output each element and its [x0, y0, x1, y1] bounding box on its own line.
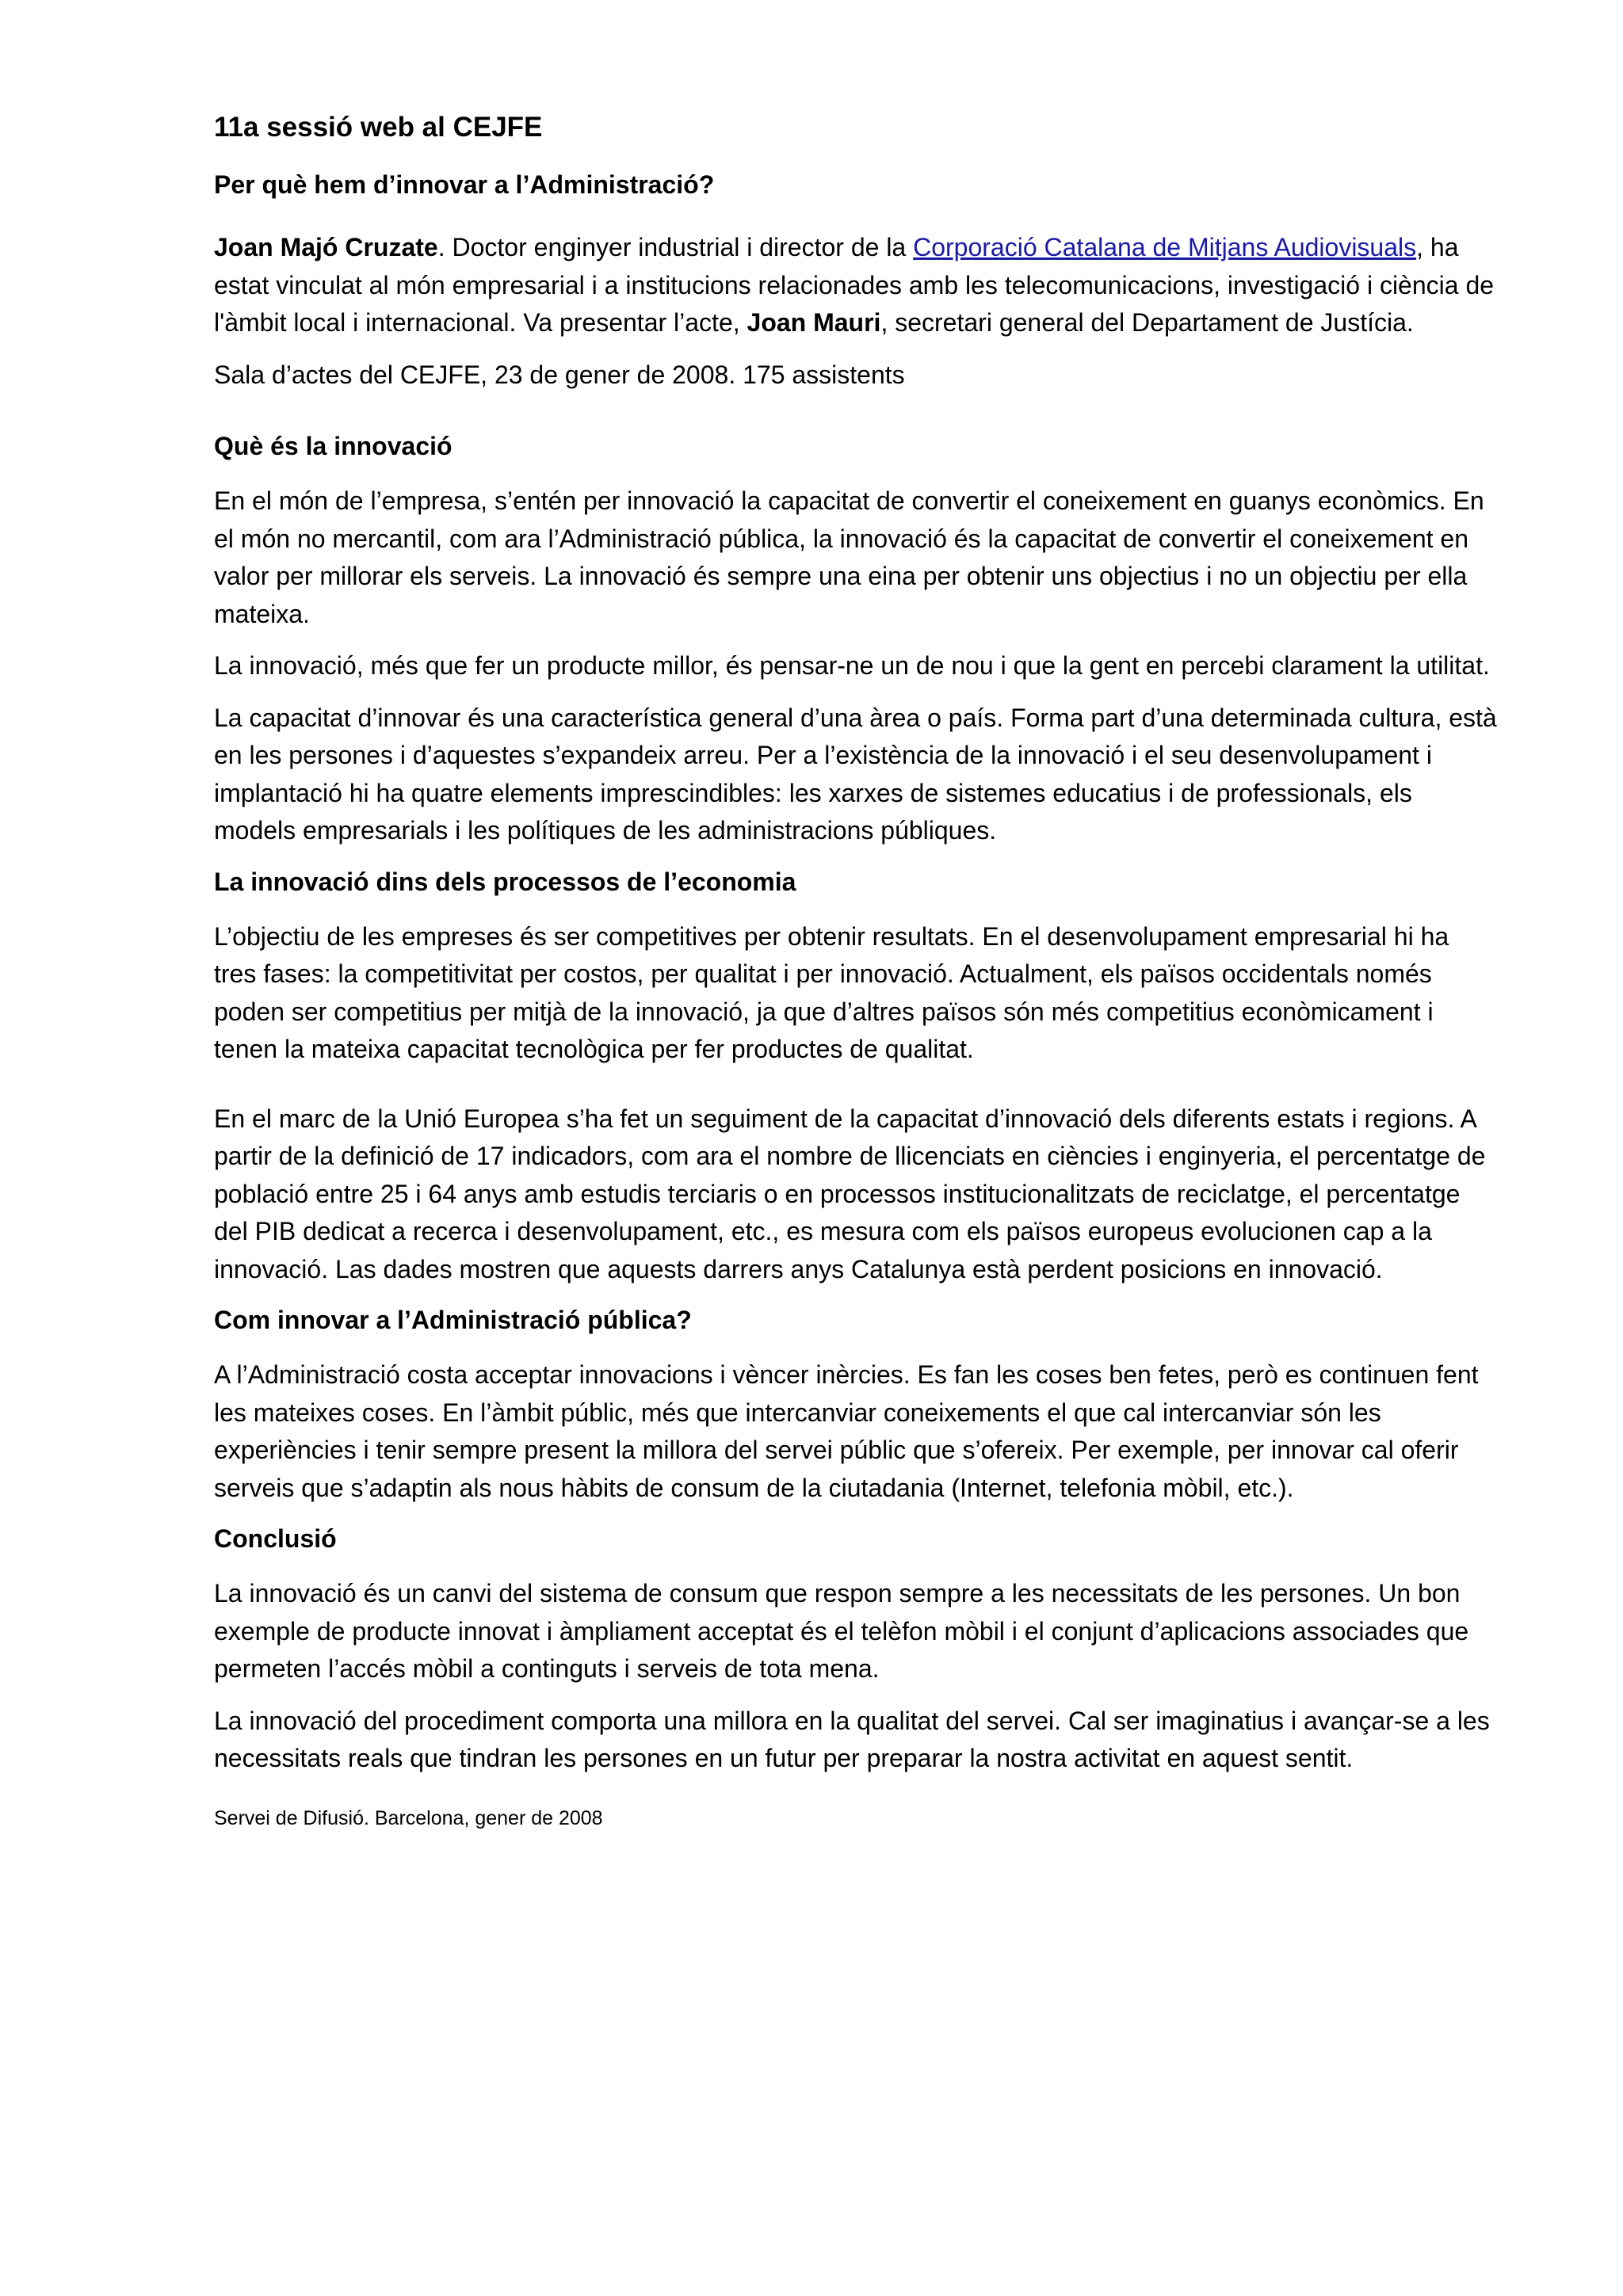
document-subtitle: Per què hem d’innovar a l’Administració? — [214, 170, 715, 199]
section-paragraph: En el marc de la Unió Europea s’ha fet un seguiment de la capacitat d’innovació dels diferents estats i regions. A partir de la definició de 17 indicadors, com ara el nombre de llicenciats en ciències i enginyeria, el percentatge de població entre 25 i 64 anys amb estudis terciaris o en processos institucionalitzats de reciclatge, el percentatge del PIB dedicat a recerca i desenvolupament, etc., es mesura com els països europeus evolucionen cap a la innovació. Las dades mostren que aquests darrers anys Catalunya està perdent posicions en innovació. — [214, 1104, 1486, 1283]
intro-text-1: . Doctor enginyer industrial i director de la — [437, 233, 914, 261]
section-paragraph: La innovació del procediment comporta una millora en la qualitat del servei. Cal ser imaginatius i avançar-se a les necessitats reals que tindran les persones en un futur per preparar la nostra activitat en aquest sentit. — [214, 1706, 1490, 1772]
footer-note: Servei de Difusió. Barcelona, gener de 2008 — [214, 1806, 603, 1829]
section-paragraph: La innovació, més que fer un producte millor, és pensar-ne un de nou i que la gent en percebi clarament la utilitat. — [214, 651, 1490, 680]
intro-paragraph — [214, 229, 1498, 342]
ccma-link[interactable]: Corporació Catalana de Mitjans Audiovisuals — [913, 233, 1417, 261]
venue-line: Sala d’actes del CEJFE, 23 de gener de 2008. 175 assistents — [214, 360, 905, 389]
intro-text-2: , ha estat vinculat al món empresarial i a institucions relacionades amb les telecomunicacions, investigació i ciència de l'àmbit local i internacional. Va presentar l’acte, — [214, 233, 1495, 337]
section-paragraph: En el món de l’empresa, s’entén per innovació la capacitat de convertir el coneixement en guanys econòmics. En el món no mercantil, com ara l’Administració pública, la innovació és la capacitat de convertir el coneixement en valor per millorar els serveis. La innovació és sempre una eina per obtenir uns objectius i no un objectiu per ella mateixa. — [214, 486, 1484, 628]
section-paragraph: La innovació és un canvi del sistema de consum que respon sempre a les necessitats de les persones. Un bon exemple de producte innovat i àmpliament acceptat és el telèfon mòbil i el conjunt d’aplicacions associades que permeten l’accés mòbil a continguts i serveis de tota mena. — [214, 1579, 1469, 1683]
presenter-name: Joan Mauri — [747, 308, 881, 337]
section-paragraph: La capacitat d’innovar és una característica general d’una àrea o país. Forma part d’una determinada cultura, està en les persones i d’aquestes s’expandeix arreu. Per a l’existència de la innovació i el seu desenvolupament i implantació hi ha quatre elements imprescindibles: les xarxes de sistemes educatius i de professionals, els models empresarials i les polítiques de les administracions públiques. — [214, 703, 1497, 845]
section-paragraph: L’objectiu de les empreses és ser competitives per obtenir resultats. En el desenvolupament empresarial hi ha tres fases: la competitivitat per costos, per qualitat i per innovació. Actualment, els països occidentals només poden ser competitius per mitjà de la innovació, ja que d’altres països són més competitius econòmicament i tenen la mateixa capacitat tecnològica per fer productes de qualitat. — [214, 921, 1449, 1063]
section-heading-que-es-innovacio: Què és la innovació — [214, 432, 453, 460]
section-paragraph: A l’Administració costa acceptar innovacions i vèncer inèrcies. Es fan les coses ben fetes, però es continuen fent les mateixes coses. En l’àmbit públic, més que intercanviar coneixements el que cal intercanviar són les experiències i tenir sempre present la millora del servei públic que s’ofereix. Per exemple, per innovar cal oferir serveis que s’adaptin als nous hàbits de consum de la ciutadania (Internet, telefonia mòbil, etc.). — [214, 1360, 1479, 1502]
section-heading-com-innovar: Com innovar a l’Administració pública? — [214, 1306, 692, 1334]
section-heading-innovacio-economia: La innovació dins dels processos de l’economia — [214, 867, 796, 896]
section-heading-conclusio: Conclusió — [214, 1524, 337, 1553]
document-page — [214, 109, 1498, 1832]
document-title: 11a sessió web al CEJFE — [214, 112, 543, 143]
speaker-name: Joan Majó Cruzate — [214, 233, 438, 261]
intro-text-3: , secretari general del Departament de Justícia. — [880, 308, 1414, 337]
